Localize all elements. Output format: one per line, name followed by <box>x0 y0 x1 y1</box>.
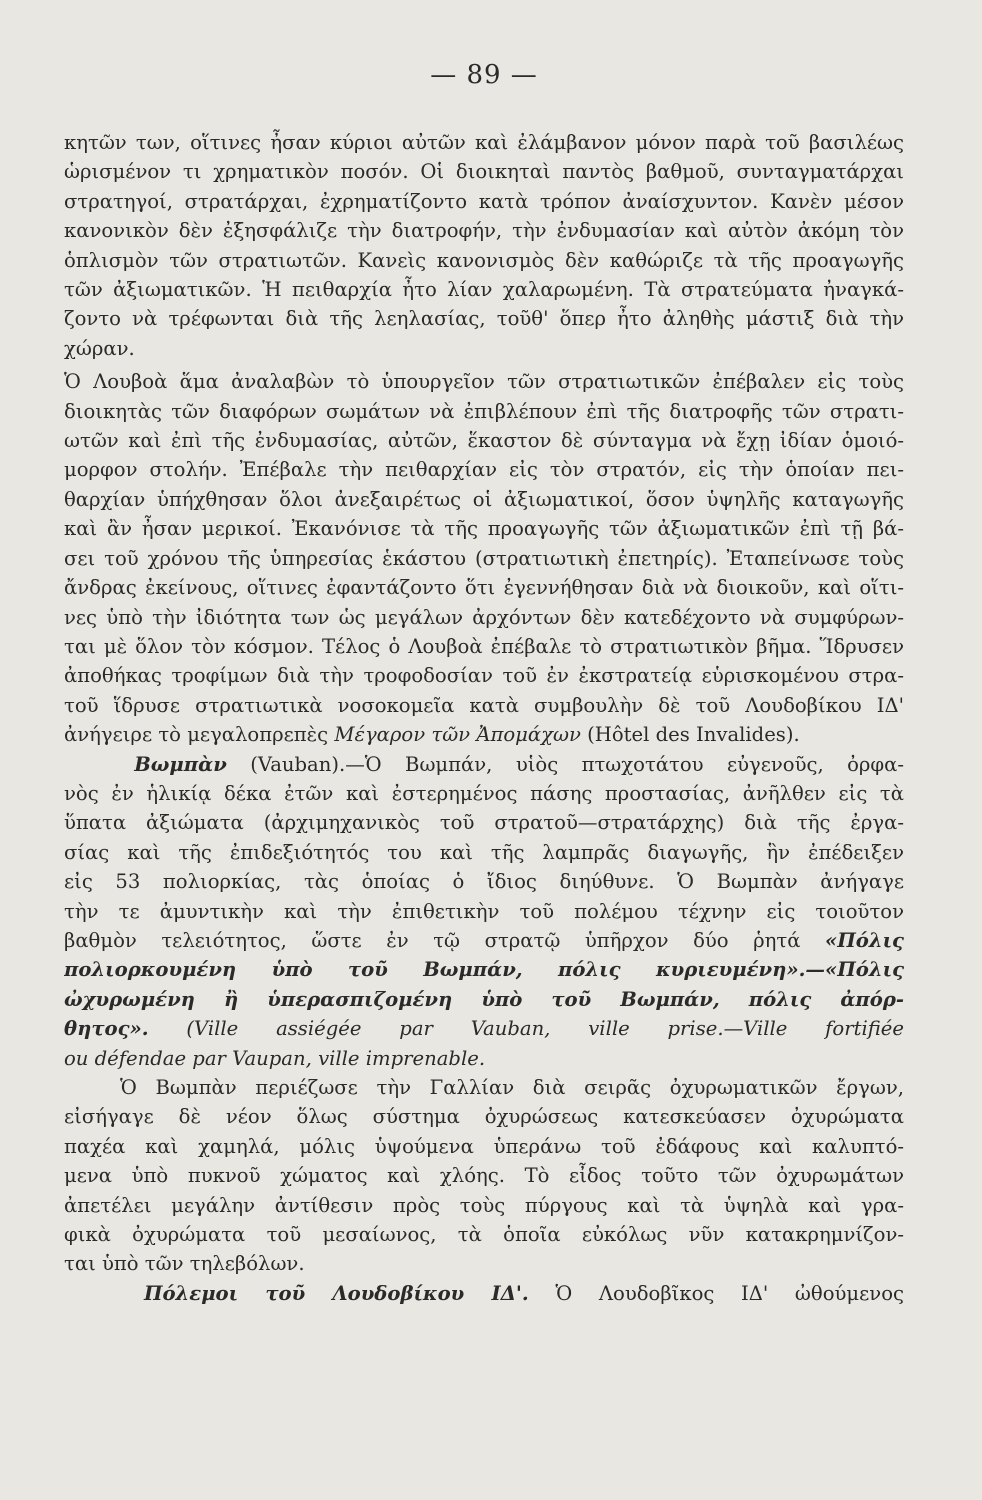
text-span: Ὁ Λουδοβῖκος ΙΔ' ὠθούμενος <box>555 1281 904 1305</box>
text-line: εἰς 53 πολιορκίας, τὰς ὁποίας ὁ ἴδιος διηύθυνε. Ὁ Βωμπὰν ἀνήγαγε <box>64 870 904 894</box>
quote-line: ὠχυρωμένη ἢ ὑπερασπιζομένη ὑπὸ τοῦ Βωμπάν, πόλις ἀπόρ- <box>64 987 904 1011</box>
text-line <box>64 926 904 955</box>
text-line: διοικητὰς τῶν διαφόρων σωμάτων νὰ ἐπιβλέπουν ἐπὶ τῆς διατροφῆς τῶν στρατι- <box>64 399 904 423</box>
french-quote-line: ou défendae par Vaupan, ville imprenable. <box>64 1046 486 1070</box>
quote-line: πολιορκουμένη ὑπὸ τοῦ Βωμπάν, πόλις κυριευμένη».—«Πόλις <box>64 958 904 982</box>
text-line: εἰσήγαγε δὲ νέον ὅλως σύστημα ὀχυρώσεως κατεσκεύασεν ὀχυρώματα <box>64 1105 904 1129</box>
text-line: σει τοῦ χρόνου τῆς ὑπηρεσίας ἑκάστου (στρατιωτικὴ ἐπετηρίς). Ἐταπείνωσε τοὺς <box>64 546 904 570</box>
text-line <box>64 1014 904 1043</box>
text-line: ται ὑπὸ τῶν τηλεβόλων. <box>64 1252 305 1276</box>
text-line: θαρχίαν ὑπήχθησαν ὅλοι ἀνεξαιρέτως οἱ ἀξιωματικοί, ὅσον ὑψηλῆς καταγωγῆς <box>64 487 904 511</box>
text-line: κανονικὸν δὲν ἐξησφάλιζε τὴν διατροφήν, τὴν ἐνδυμασίαν καὶ αὐτὸν ἀκόμη τὸν <box>64 219 904 243</box>
text-line: Ὁ Λουβοὰ ἅμα ἀναλαβὼν τὸ ὑπουργεῖον τῶν στρατιωτικῶν ἐπέβαλεν εἰς τοὺς <box>64 370 904 394</box>
text-span: (Hôtel des Invalides). <box>587 723 800 747</box>
section-heading-vauban: Βωμπὰν <box>134 752 227 776</box>
text-line: τοῦ ἵδρυσε στρατιωτικὰ νοσοκομεῖα κατὰ συμβουλὴν δὲ τοῦ Λουδοβίκου ΙΔ' <box>64 693 904 717</box>
text-line <box>64 1279 904 1308</box>
text-body <box>64 128 904 1308</box>
french-quote: (Ville assiégée par Vauban, ville prise.—Ville fortifiée <box>186 1017 904 1041</box>
text-line: τῶν ἀξιωματικῶν. Ἡ πειθαρχία ἦτο λίαν χαλαρωμένη. Τὰ στρατεύματα ἠναγκά- <box>64 278 904 302</box>
text-line: φικὰ ὀχυρώματα τοῦ μεσαίωνος, τὰ ὁποῖα εὐκόλως νῦν κατακρημνίζον- <box>64 1223 904 1247</box>
text-span: ἀνήγειρε τὸ μεγαλοπρεπὲς <box>64 723 329 747</box>
text-line: μορφον στολήν. Ἐπέβαλε τὴν πειθαρχίαν εἰς τὸν στρατόν, εἰς τὴν ὁποίαν πει- <box>64 458 904 482</box>
text-line: ζοντο νὰ τρέφωνται διὰ τῆς λεηλασίας, τοῦθ' ὅπερ ἦτο ἀληθὴς μάστιξ διὰ τὴν <box>64 307 904 331</box>
text-line <box>64 1073 904 1102</box>
text-line: κητῶν των, οἵτινες ἦσαν κύριοι αὐτῶν καὶ ἐλάμβανον μόνον παρὰ τοῦ βασιλέως <box>64 131 904 154</box>
quote-bold: «Πόλις <box>825 928 904 952</box>
text-line: ἄνδρας ἐκείνους, οἵτινες ἐφαντάζοντο ὅτι ἐγεννήθησαν διὰ νὰ διοικοῦν, καὶ οἵτι- <box>64 576 904 600</box>
text-line: χώραν. <box>64 336 135 360</box>
text-line: ὡρισμένον τι χρηματικὸν ποσόν. Οἱ διοικηταὶ παντὸς βαθμοῦ, συνταγματάρχαι <box>64 160 904 184</box>
text-line: τὴν τε ἀμυντικὴν καὶ τὴν ἐπιθετικὴν τοῦ πολέμου τέχνην εἰς τοιοῦτον <box>64 899 904 923</box>
text-line <box>64 720 904 749</box>
text-span: Ὁ Βωμπὰν περιέζωσε τὴν Γαλλίαν διὰ σειρᾶς ὀχυρωματικῶν ἔργων, <box>120 1076 904 1099</box>
text-line: ται μὲ ὅλον τὸν κόσμον. Τέλος ὁ Λουβοὰ ἐπέβαλε τὸ στρατιωτικὸν βῆμα. Ἵδρυσεν <box>64 634 904 658</box>
text-line: νὸς ἐν ἡλικίᾳ δέκα ἐτῶν καὶ ἐστερημένος πάσης προστασίας, ἀνῆλθεν εἰς τὰ <box>64 781 904 805</box>
text-line: ἀποθήκας τροφίμων διὰ τὴν τροφοδοσίαν τοῦ ἐν ἐκστρατείᾳ εὑρισκομένου στρα- <box>64 664 904 688</box>
section-heading-wars: Πόλεμοι τοῦ Λουδοβίκου ΙΔ'. <box>143 1281 529 1305</box>
text-line: ἀπετέλει μεγάλην ἀντίθεσιν πρὸς τοὺς πύργους καὶ τὰ ὑψηλὰ καὶ γρα- <box>64 1193 904 1217</box>
text-line: νες ὑπὸ τὴν ἰδιότητα των ὡς μεγάλων ἀρχόντων δὲν κατεδέχοντο νὰ συμφύρων- <box>64 605 904 629</box>
text-line <box>64 750 904 779</box>
text-span: βαθμὸν τελειότητος, ὥστε ἐν τῷ στρατῷ ὑπῆρχον δύο ῥητά <box>64 928 801 952</box>
text-line: ωτῶν καὶ ἐπὶ τῆς ἐνδυμασίας, αὐτῶν, ἕκαστον δὲ σύνταγμα νὰ ἔχῃ ἰδίαν ὁμοιό- <box>64 429 904 453</box>
text-line: καὶ ἂν ἦσαν μερικοί. Ἐκανόνισε τὰ τῆς προαγωγῆς τῶν ἀξιωματικῶν ἐπὶ τῇ βά- <box>64 517 904 541</box>
text-line: παχέα καὶ χαμηλά, μόλις ὑψούμενα ὑπεράνω τοῦ ἐδάφους καὶ καλυπτό- <box>64 1134 904 1158</box>
text-line: σίας καὶ τῆς ἐπιδεξιότητός του καὶ τῆς λαμπρᾶς διαγωγῆς, ἣν ἐπέδειξεν <box>64 840 904 864</box>
italic-term: Μέγαρον τῶν Ἀπομάχων <box>334 723 581 747</box>
text-line: ὕπατα ἀξιώματα (ἀρχιμηχανικὸς τοῦ στρατοῦ—στρατάρχης) διὰ τῆς ἐργα- <box>64 811 904 835</box>
quote-bold: θητος». <box>64 1017 149 1041</box>
text-span: (Vauban).—Ὁ Βωμπάν, υἱὸς πτωχοτάτου εὐγενοῦς, ὀρφα- <box>250 752 904 776</box>
text-line: ὁπλισμὸν τῶν στρατιωτῶν. Κανεὶς κανονισμὸς δὲν καθώριζε τὰ τῆς προαγωγῆς <box>64 248 904 272</box>
text-line: στρατηγοί, στρατάρχαι, ἐχρηματίζοντο κατὰ τρόπον ἀναίσχυντον. Κανὲν μέσον <box>64 189 904 213</box>
page-number: — 89 — <box>430 60 538 90</box>
text-line: μενα ὑπὸ πυκνοῦ χώματος καὶ χλόης. Τὸ εἶδος τοῦτο τῶν ὀχυρωμάτων <box>64 1164 904 1188</box>
